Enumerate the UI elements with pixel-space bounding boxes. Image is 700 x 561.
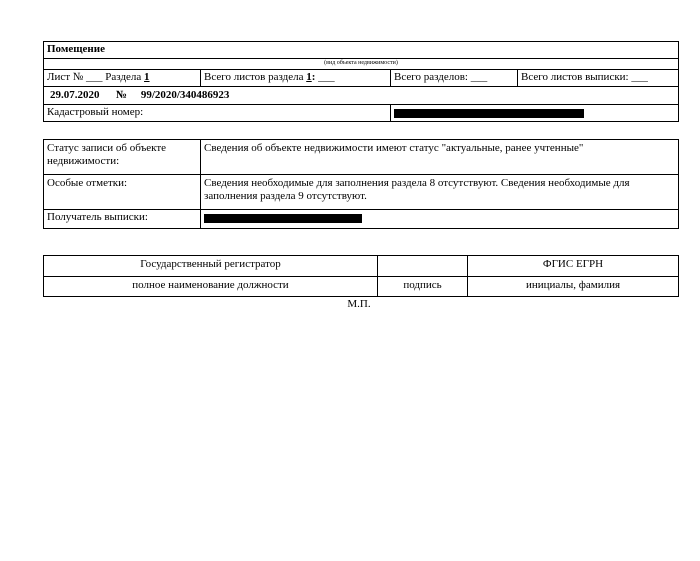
registrar-system: ФГИС ЕГРН xyxy=(468,256,679,277)
status-value: Сведения об объекте недвижимости имеют статус "актуальные, ранее учтенные" xyxy=(201,140,679,175)
total-extract-cell xyxy=(518,70,679,87)
cadastral-label: Кадастровый номер: xyxy=(44,105,391,122)
signature-table xyxy=(43,255,679,297)
signature-caption: подпись xyxy=(378,277,468,297)
sheet-label: Лист № xyxy=(47,71,84,83)
total-sheets-number: 1 xyxy=(306,71,312,83)
name-caption: инициалы, фамилия xyxy=(468,277,679,297)
total-sheets-label: Всего листов раздела xyxy=(204,71,304,83)
recipient-label: Получатель выписки: xyxy=(44,210,201,229)
total-sections-blank: ___ xyxy=(470,71,488,83)
status-label: Статус записи об объекте недвижимости: xyxy=(44,140,201,175)
object-header-table xyxy=(43,41,679,122)
object-type: Помещение xyxy=(44,42,679,59)
stamp-place: М.П. xyxy=(347,298,371,310)
total-sheets-sep: : xyxy=(311,71,316,83)
date-number-row xyxy=(44,87,679,105)
registrar-position: Государственный регистратор xyxy=(44,256,378,277)
sheet-cell xyxy=(44,70,201,87)
signature-field xyxy=(378,256,468,277)
total-extract-blank: ___ xyxy=(631,71,648,83)
section-number: 1 xyxy=(144,71,150,83)
total-sheets-blank: ___ xyxy=(318,71,335,83)
extract-date: 29.07.2020 xyxy=(50,89,100,101)
total-sections-cell xyxy=(391,70,518,87)
position-caption: полное наименование должности xyxy=(44,277,378,297)
number-sign: № xyxy=(116,89,128,101)
object-type-caption: (вид объекта недвижимости) xyxy=(44,59,679,70)
recipient-redaction xyxy=(204,214,362,223)
object-info-table xyxy=(43,139,679,229)
cadastral-redaction xyxy=(394,109,584,118)
recipient-value xyxy=(201,210,679,229)
section-label: Раздела xyxy=(105,71,142,83)
extract-number: 99/2020/340486923 xyxy=(140,89,230,101)
notes-label: Особые отметки: xyxy=(44,175,201,210)
total-extract-label: Всего листов выписки: xyxy=(521,71,629,83)
total-sheets-cell xyxy=(201,70,391,87)
total-sections-label: Всего разделов: xyxy=(394,71,468,83)
cadastral-value xyxy=(391,105,679,122)
sheet-blank: ___ xyxy=(86,71,103,83)
notes-value: Сведения необходимые для заполнения раздела 8 отсутствуют. Сведения необходимые для заполнения раздела 9 отсутствуют. xyxy=(201,175,679,210)
